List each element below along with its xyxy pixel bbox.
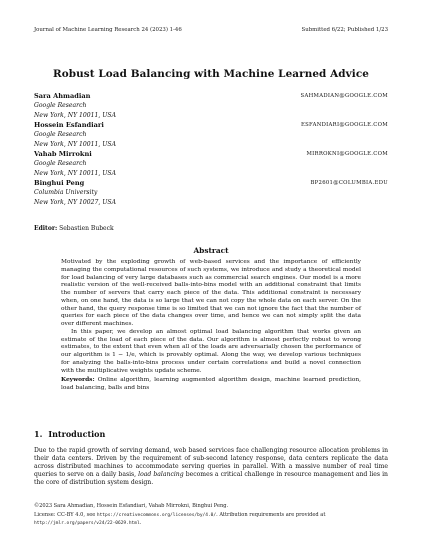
author-affiliation: Google Research: [34, 102, 87, 110]
attribution-link[interactable]: http://jmlr.org/papers/v24/22-0629.html: [34, 520, 140, 526]
submission-dates: Submitted 6/22; Published 1/23: [301, 27, 388, 33]
author-email: BP2601@COLUMBIA.EDU: [310, 180, 388, 186]
section-title: Introduction: [48, 429, 106, 439]
section-number: 1.: [34, 429, 43, 439]
abstract-paragraph: In this paper, we develop an almost optimal load balancing algorithm that works given an estimate of the load of each piece of the data. Our algorithm is almost perfectly robust to wrong estimates, to the extent that even when all of the loads are adversarially chosen the performance of our algorithm is 1 − 1/e, which is provably optimal. Along the way, we develop various techniques for analyzing the balls-into-bins process under certain correlations and build a novel connection with the multiplicative weights update scheme.: [61, 328, 361, 374]
editor-label: Editor:: [34, 225, 58, 232]
license-notice: [34, 512, 388, 528]
abstract-heading: Abstract: [193, 246, 229, 255]
author-affiliation: Google Research: [34, 160, 87, 168]
author-block: [34, 92, 388, 208]
keywords-line: [61, 377, 361, 393]
license-text: License: CC-BY 4.0, see: [34, 511, 97, 518]
keywords-text: Online algorithm, learning augmented algorithm design, machine learned prediction, load balancing, balls and bins: [61, 377, 362, 391]
running-header: [34, 27, 388, 33]
author-affiliation: Google Research: [34, 131, 87, 139]
intro-emphasis: load balancing: [138, 471, 184, 479]
author-email: SAHMADIAN@GOOGLE.COM: [300, 93, 388, 99]
author-address: New York, NY 10011, USA: [34, 111, 116, 119]
abstract-paragraph: Motivated by the exploding growth of web-based services and the importance of efficiently managing the computational resources of such systems, we introduce and study a theoretical model for load balancing of very large databases such as commercial search engines. Our model is a more realistic version of the well-received balls-into-bins model with an additional constraint that limits the number of servers that carry each piece of the data. This additional constraint is necessary when, on one hand, the data is so large that we can not copy the whole data on each server. On the other hand, the query response time is so limited that we can not ignore the fact that the number of queries for each piece of the data changes over time, and hence we can not simply split the data over different machines.: [61, 259, 361, 327]
author-affiliation: Columbia University: [34, 189, 98, 197]
keywords-label: Keywords:: [61, 377, 95, 384]
author-entry: [34, 179, 388, 208]
author-entry: [34, 121, 388, 150]
copyright-notice: ©2023 Sara Ahmadian, Hossein Esfandiari, Vahab Mirrokni, Binghui Peng.: [34, 503, 229, 509]
author-address: New York, NY 10011, USA: [34, 140, 116, 148]
section-heading-introduction: [34, 429, 105, 439]
intro-text: Due to the rapid growth of serving demand, web based services face challenging resource allocation problems in their data centers. Driven by the requirement of sub-second latency response, data centers replicate the data across distributed machines to accommodate serving queries in parallel. With a massive number of real time queries to serve on a daily basis,: [34, 447, 388, 479]
license-text: .: [139, 519, 142, 526]
license-link[interactable]: https://creativecommons.org/licenses/by/4.0/: [96, 512, 217, 518]
editor-line: [34, 225, 114, 232]
journal-citation: Journal of Machine Learning Research 24 (2023) 1-46: [34, 27, 182, 33]
intro-paragraph: [34, 447, 388, 487]
license-footer: [34, 503, 388, 528]
license-text: . Attribution requirements are provided at: [216, 511, 326, 518]
author-entry: [34, 150, 388, 179]
author-entry: [34, 92, 388, 121]
intro-text: becomes a critical challenge in resource management and lies in the core of distribution system design.: [34, 471, 388, 487]
paper-title: Robust Load Balancing with Machine Learned Advice: [53, 68, 369, 80]
author-name: Vahab Mirrokni: [34, 150, 92, 158]
author-name: Binghui Peng: [34, 179, 85, 187]
editor-name: Sebastien Bubeck: [59, 225, 114, 232]
author-name: Hossein Esfandiari: [34, 121, 104, 129]
author-address: New York, NY 10027, USA: [34, 198, 116, 206]
author-email: ESFANDIARI@GOOGLE.COM: [300, 122, 388, 128]
author-address: New York, NY 10011, USA: [34, 169, 116, 177]
author-name: Sara Ahmadian: [34, 92, 91, 100]
introduction-body: [34, 447, 388, 487]
author-email: MIRROKNI@GOOGLE.COM: [306, 151, 388, 157]
abstract-body: [61, 259, 361, 393]
